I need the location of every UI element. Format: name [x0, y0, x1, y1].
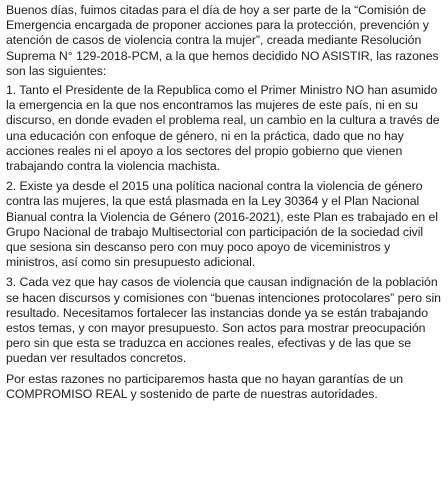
post-paragraph-point-1: 1. Tanto el Presidente de la Republica como el Primer Ministro NO han asumido la emergencia en la que nos encontramos las mujeres de este país, ni en su discurso, en donde evaden el problema real, un cambio en la cultura a través de una educación con enfoque de género, ni en la práctica, dado que no hay acciones reales ni el apoyo a los sectores del propio gobierno que vienen trabajando contra la violencia machista. — [6, 83, 440, 174]
post-paragraph-intro: Buenos días, fuimos citadas para el día de hoy a ser parte de la “Comisión de Emergencia encargada de proponer acciones para la protección, prevención y atención de casos de violencia contra la mujer”, creada mediante Resolución Suprema N° 129-2018-PCM, a la que hemos decidido NO ASISTIR, las razones son las siguientes: — [6, 3, 439, 78]
post-paragraph-point-3: 3. Cada vez que hay casos de violencia que causan indignación de la población se hacen discursos y comisiones con “buenas intenciones protocolares” pero sin resultado. Necesitamos fortalecer las instancias donde ya se están trabajando estos temas, y con mayor presupuesto. Son actos para mostrar preocupación pero sin que esta se traduzca en acciones reales, efectivas y de las que se puedan ver resultados concretos. — [6, 275, 441, 366]
post-paragraph-conclusion: Por estas razones no participaremos hasta que no hayan garantías de un COMPROMISO REAL y sostenido de parte de nuestras autoridades. — [6, 371, 404, 401]
post-paragraph-point-2: 2. Existe ya desde el 2015 una política nacional contra la violencia de género contra las mujeres, la que está plasmada en la Ley 30364 y el Plan Nacional Bianual contra la Violencia de Género (2016-2021), este Plan es trabajado en el Grupo Nacional de trabajo Multisectorial con participación de la sociedad civil que sesiona sin descanso pero con muy poco apoyo de viceministros y ministros, así como sin presupuesto adicional. — [6, 179, 438, 270]
